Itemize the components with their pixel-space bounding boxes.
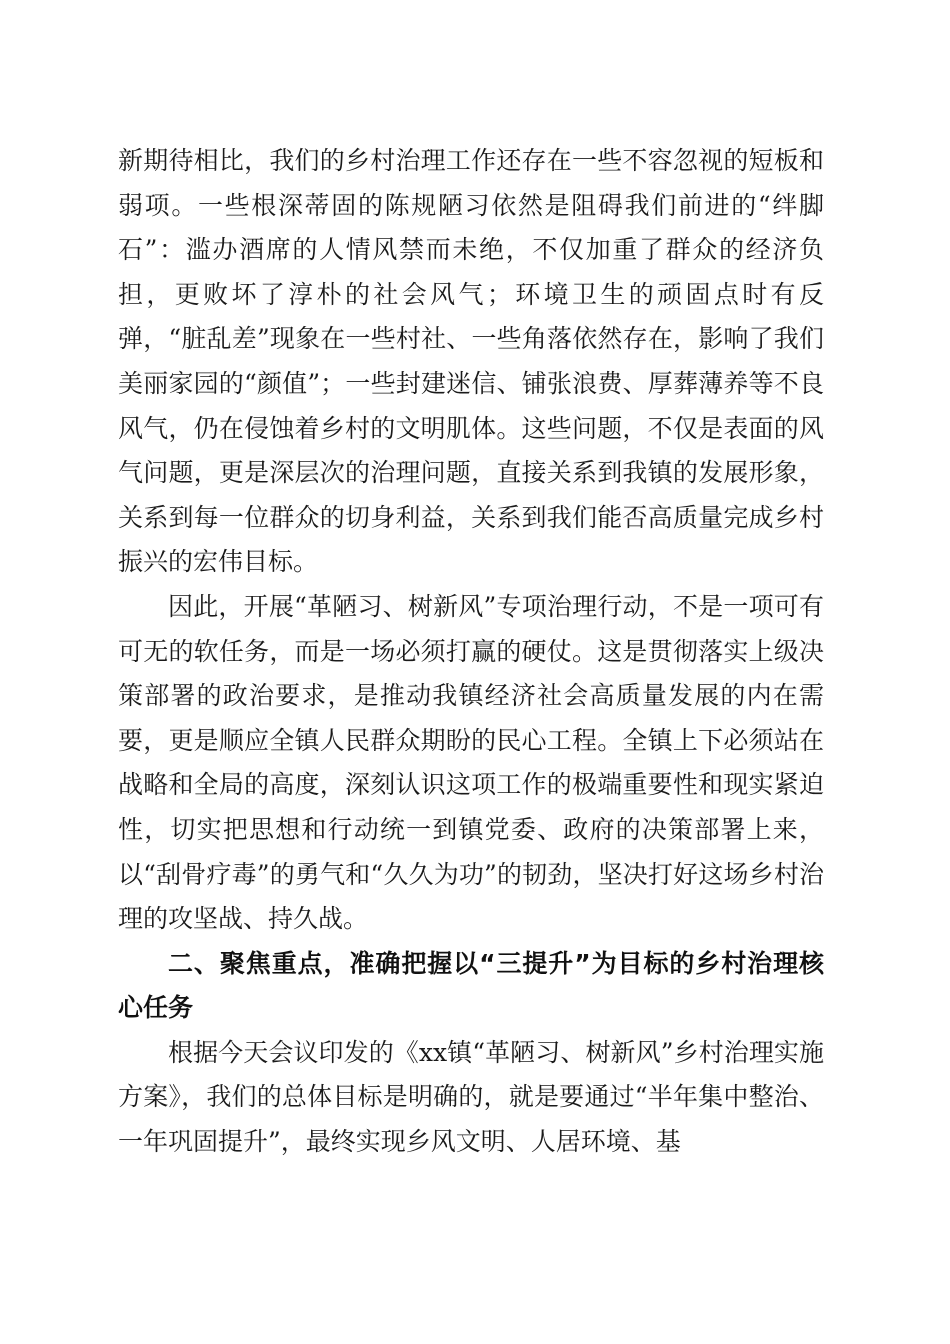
document-body xyxy=(118,139,824,1165)
section-heading-core-tasks: 二、聚焦重点，准确把握以“三提升”为目标的乡村治理核心任务 xyxy=(118,948,824,1023)
paragraph-overall-goal: 根据今天会议印发的《xx镇“革陋习、树新风”乡村治理实施方案》，我们的总体目标是明确的，就是要通过“半年集中整治、一年巩固提升”，最终实现乡风文明、人居环境、基 xyxy=(118,1037,824,1157)
paragraph-campaign-significance: 因此，开展“革陋习、树新风”专项治理行动，不是一项可有可无的软任务，而是一场必须打赢的硬仗。这是贯彻落实上级决策部署的政治要求，是推动我镇经济社会高质量发展的内在需要，更是顺应全镇人民群众期盼的民心工程。全镇上下必须站在战略和全局的高度，深刻认识这项工作的极端重要性和现实紧迫性，切实把思想和行动统一到镇党委、政府的决策部署上来，以“刮骨疗毒”的勇气和“久久为功”的韧劲，坚决打好这场乡村治理的攻坚战、持久战。 xyxy=(118,591,824,934)
paragraph-continuation: 新期待相比，我们的乡村治理工作还存在一些不容忽视的短板和弱项。一些根深蒂固的陈规陋习依然是阻碍我们前进的“绊脚石”：滥办酒席的人情风禁而未绝，不仅加重了群众的经济负担，更败坏了淳朴的社会风气；环境卫生的顽固点时有反弹，“脏乱差”现象在一些村社、一些角落依然存在，影响了我们美丽家园的“颜值”；一些封建迷信、铺张浪费、厚葬薄养等不良风气，仍在侵蚀着乡村的文明肌体。这些问题，不仅是表面的风气问题，更是深层次的治理问题，直接关系到我镇的发展形象，关系到每一位群众的切身利益，关系到我们能否高质量完成乡村振兴的宏伟目标。 xyxy=(118,146,824,577)
